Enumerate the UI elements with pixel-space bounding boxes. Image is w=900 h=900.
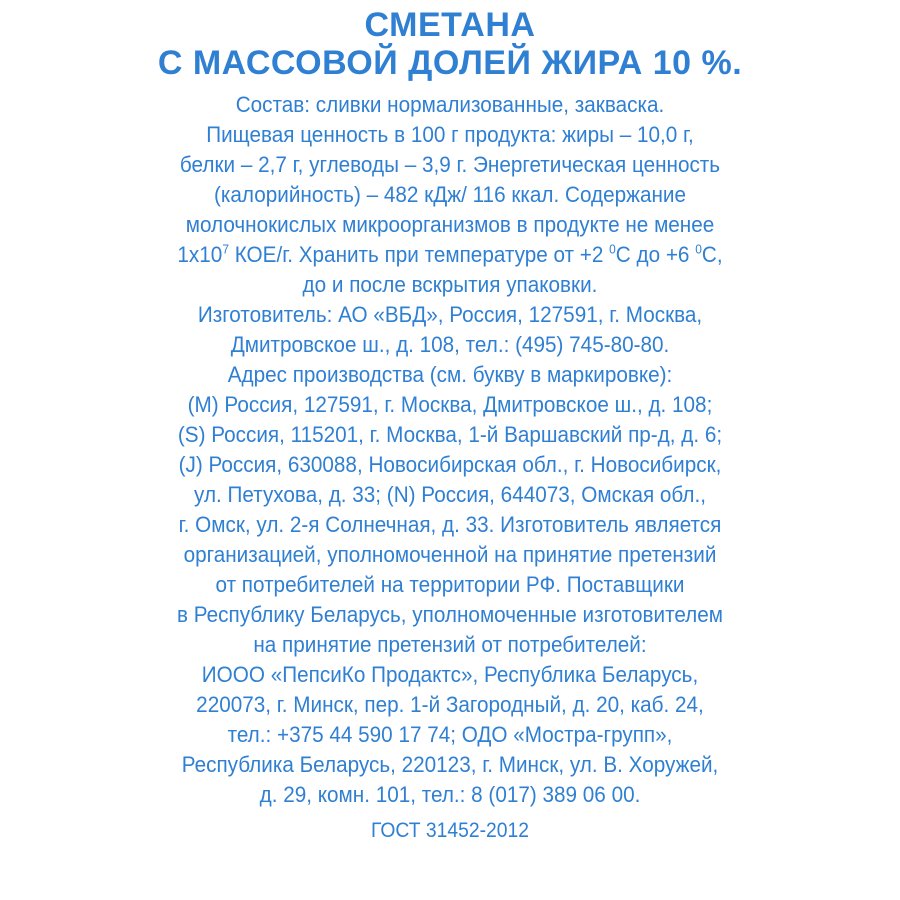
supplier-line: д. 29, комн. 101, тел.: 8 (017) 389 06 00. xyxy=(259,782,641,807)
storage-mid2: С до +6 xyxy=(615,242,696,267)
claims-line: от потребителей на территории РФ. Поставщики xyxy=(215,572,685,597)
storage-line-end: до и после вскрытия упаковки. xyxy=(302,272,598,297)
gost-standard: ГОСТ 31452-2012 xyxy=(370,819,530,842)
degree-mark: 0 xyxy=(609,241,616,257)
production-address-j: (J) Россия, 630088, Новосибирская обл., г. Новосибирск, xyxy=(178,452,722,477)
production-address-s: (S) Россия, 115201, г. Москва, 1-й Варшавский пр-д, д. 6; xyxy=(177,422,723,447)
label-text-block xyxy=(0,90,900,810)
nutrition-line: белки – 2,7 г, углеводы – 3,9 г. Энергетическая ценность xyxy=(179,152,721,177)
microorganisms-line: молочнокислых микроорганизмов в продукте не менее xyxy=(185,212,715,237)
supplier-line: в Республику Беларусь, уполномоченные изготовителем xyxy=(177,602,723,627)
manufacturer-line: Изготовитель: АО «ВБД», Россия, 127591, г. Москва, xyxy=(197,302,703,327)
production-address-m: (M) Россия, 127591, г. Москва, Дмитровское ш., д. 108; xyxy=(187,392,713,417)
supplier-line: на принятие претензий от потребителей: xyxy=(253,632,647,657)
claims-line: организацией, уполномоченной на принятие претензий xyxy=(183,542,717,567)
production-address-heading: Адрес производства (см. букву в маркировке): xyxy=(227,362,673,387)
energy-line: (калорийность) – 482 кДж/ 116 ккал. Содержание xyxy=(214,182,686,207)
supplier-line: тел.: +375 44 590 17 74; ОДО «Мостра-групп», xyxy=(227,722,673,747)
exponent: 7 xyxy=(222,241,229,257)
supplier-line: Республика Беларусь, 220123, г. Минск, ул. В. Хоружей, xyxy=(181,752,719,777)
production-address-n: ул. Петухова, д. 33; (N) Россия, 644073, Омская обл., xyxy=(194,482,706,507)
fat-content-title: С МАССОВОЙ ДОЛЕЙ ЖИРА 10 %. xyxy=(157,44,743,82)
storage-suffix: С, xyxy=(701,242,723,267)
claims-line: г. Омск, ул. 2-я Солнечная, д. 33. Изготовитель является xyxy=(178,512,722,537)
composition-line: Состав: сливки нормализованные, закваска. xyxy=(235,92,665,117)
manufacturer-address-line: Дмитровское ш., д. 108, тел.: (495) 745-80-80. xyxy=(230,332,670,357)
supplier-line: 220073, г. Минск, пер. 1-й Загородный, д. 20, каб. 24, xyxy=(196,692,704,717)
storage-mid1: КОЕ/г. Хранить при температуре от +2 xyxy=(228,242,610,267)
supplier-line: ИООО «ПепсиКо Продактс», Республика Беларусь, xyxy=(201,662,699,687)
product-name-title: СМЕТАНА xyxy=(364,6,536,44)
storage-prefix: 1х10 xyxy=(177,242,223,267)
nutrition-line: Пищевая ценность в 100 г продукта: жиры – 10,0 г, xyxy=(206,122,694,147)
degree-mark: 0 xyxy=(695,241,702,257)
storage-line xyxy=(36,240,864,270)
